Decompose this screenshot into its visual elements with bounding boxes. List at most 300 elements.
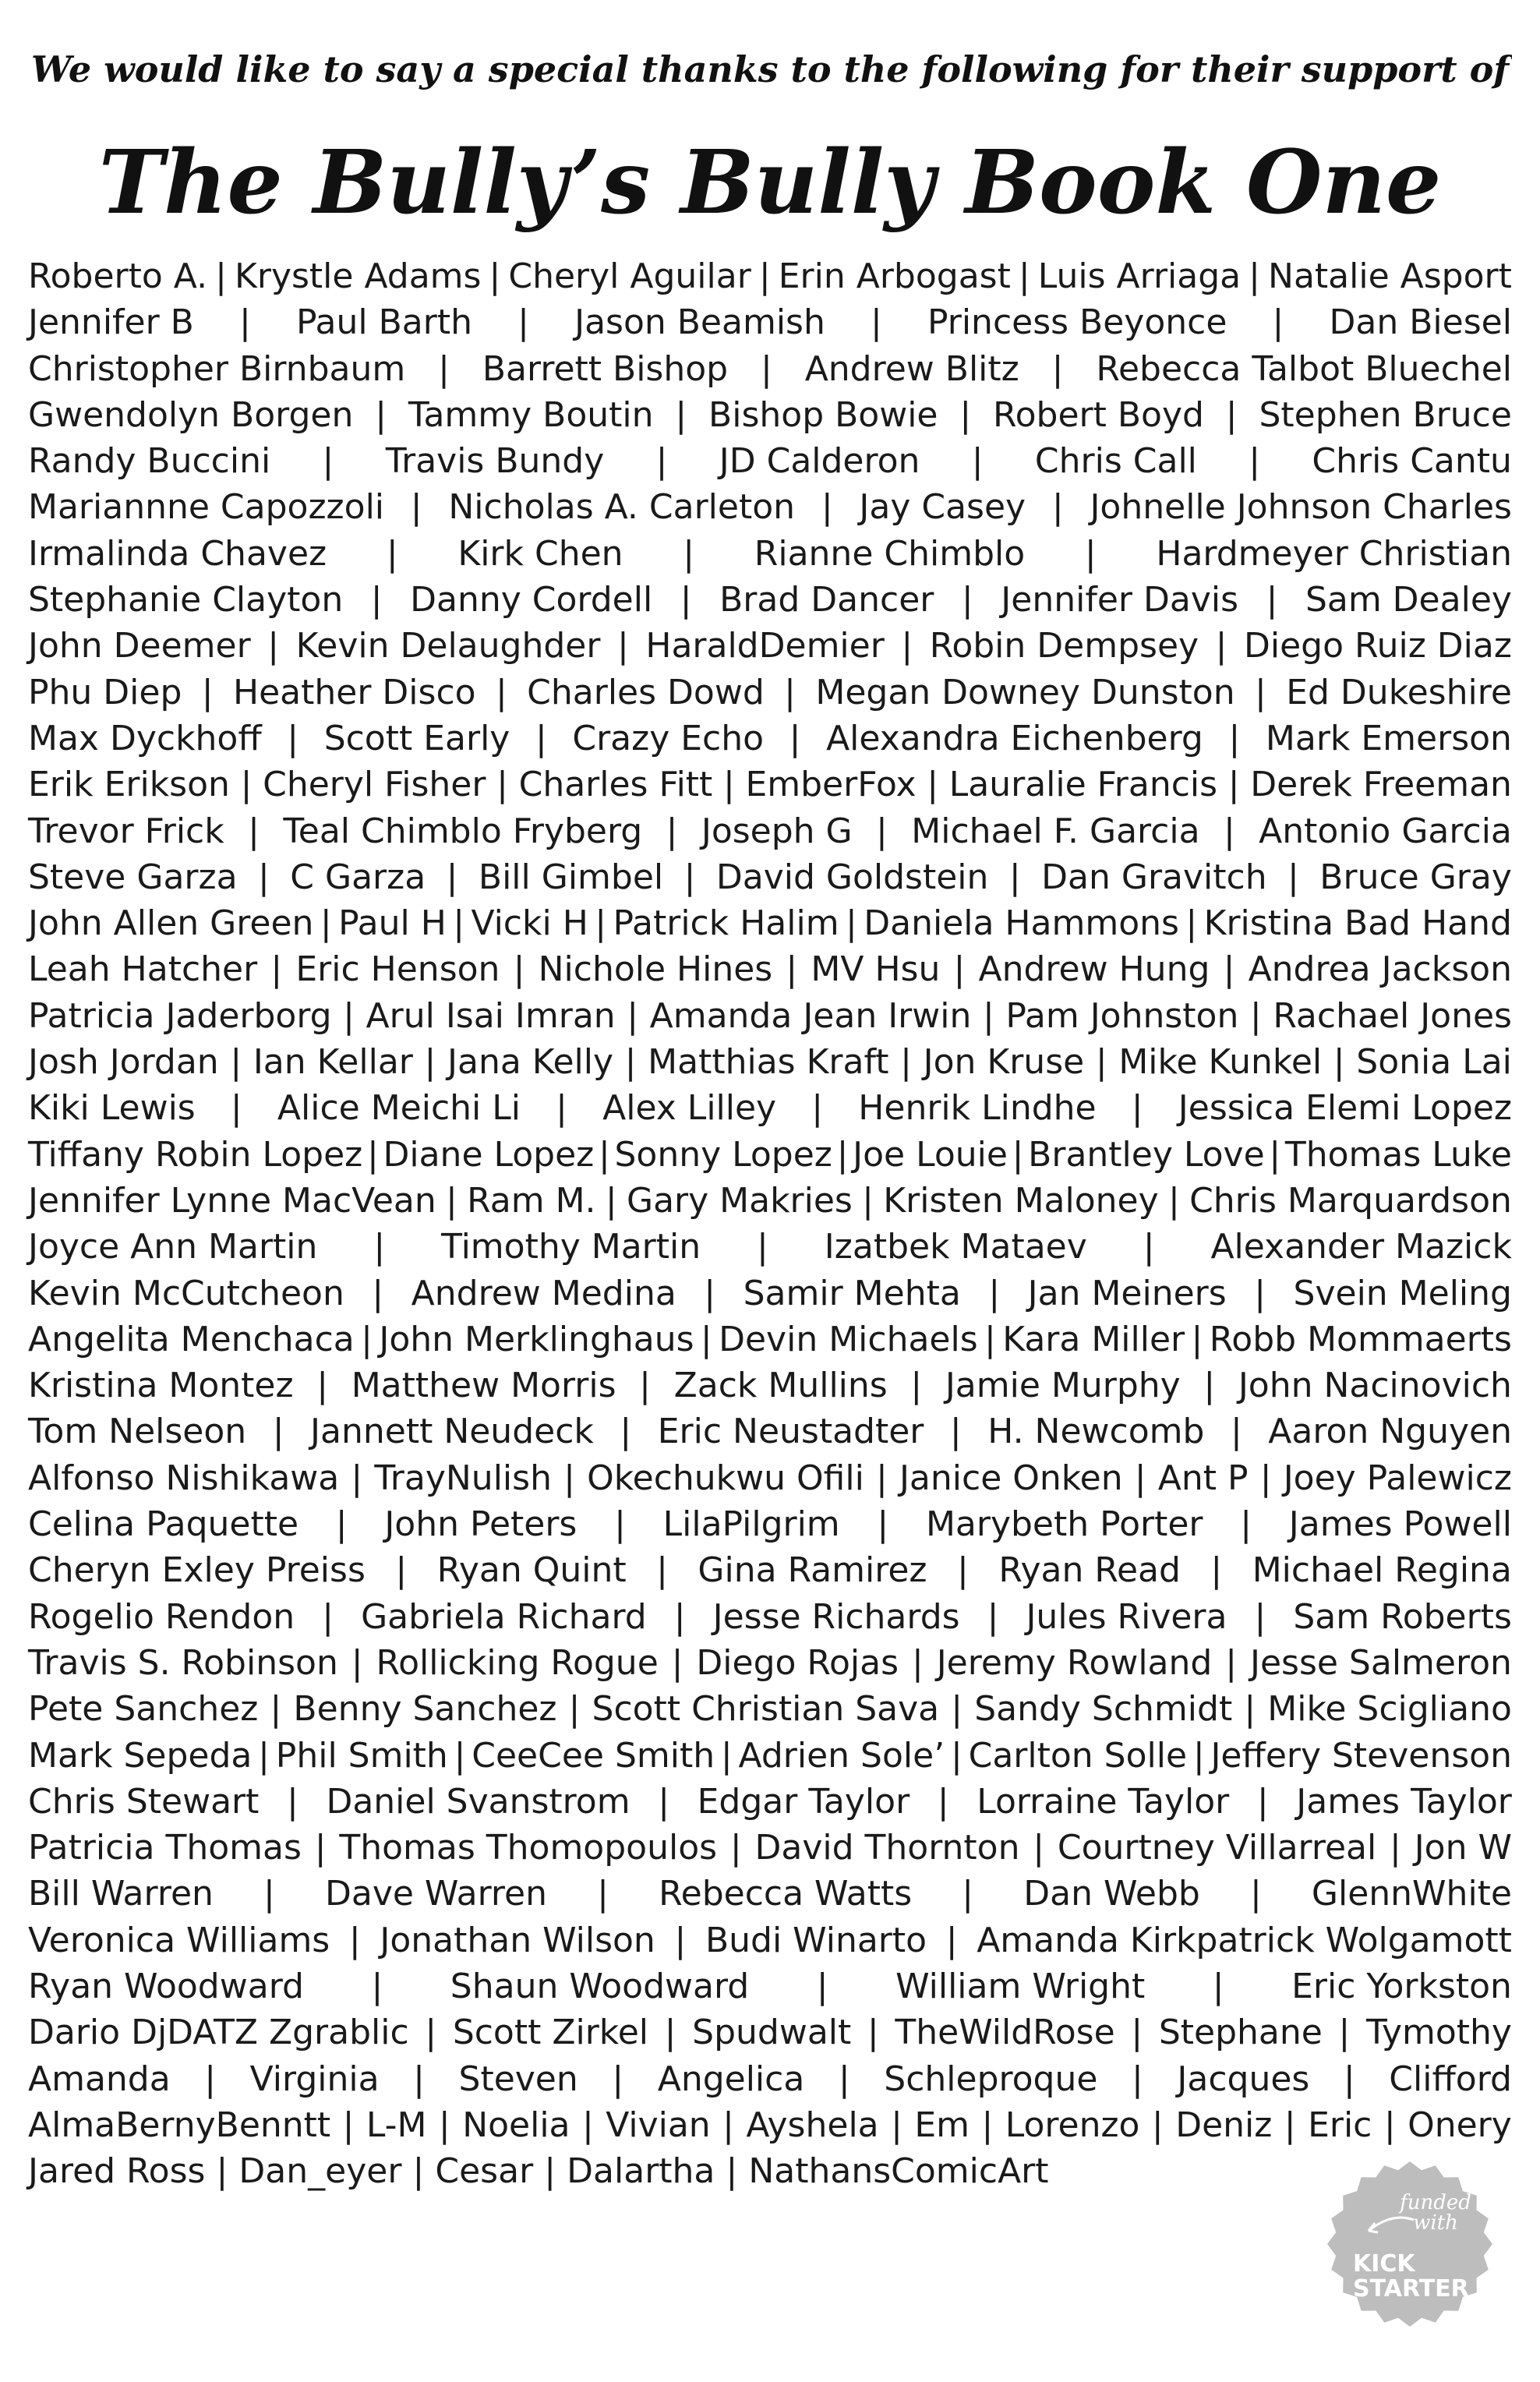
backer-name: Kristen Maloney xyxy=(883,1180,1159,1221)
backer-name: James Powell xyxy=(1288,1504,1512,1545)
separator: | xyxy=(322,1596,334,1637)
separator: | xyxy=(1333,1042,1345,1083)
separator: | xyxy=(335,1504,348,1545)
separator: | xyxy=(700,1319,712,1359)
backer-name: Krystle Adams xyxy=(235,256,482,296)
backer-name: Antonio Garcia xyxy=(1259,811,1512,851)
backer-name: John Allen Green xyxy=(28,903,314,944)
separator: | xyxy=(1008,857,1021,897)
separator: | xyxy=(1272,302,1284,343)
backer-name: Ant P xyxy=(1157,1458,1249,1498)
separator: | xyxy=(1228,718,1241,758)
separator: | xyxy=(240,765,253,805)
backer-name: Courtney Villarreal xyxy=(1057,1828,1377,1868)
separator: | xyxy=(517,302,529,343)
separator: | xyxy=(953,949,966,990)
separator: | xyxy=(489,256,501,296)
backer-name: Mark Sepeda xyxy=(28,1735,253,1776)
backer-name: Ryan Quint xyxy=(436,1550,627,1591)
backer-name: Charles Fitt xyxy=(518,765,713,805)
backer-name: Edgar Taylor xyxy=(697,1781,910,1822)
backer-line xyxy=(28,808,1512,854)
backer-name: Lorraine Taylor xyxy=(977,1781,1230,1822)
backer-name: Phu Diep xyxy=(28,672,182,712)
separator: | xyxy=(875,1458,888,1498)
separator: | xyxy=(272,1412,284,1452)
separator: | xyxy=(760,348,772,389)
backer-name: Kevin Delaughder xyxy=(295,626,601,666)
backer-line xyxy=(28,1871,1512,1917)
backer-name: Ryan Woodward xyxy=(28,1966,304,2006)
separator: | xyxy=(988,1273,1001,1313)
separator: | xyxy=(911,1642,924,1683)
separator: | xyxy=(270,1689,282,1730)
backer-line xyxy=(28,993,1512,1039)
backer-name: Gina Ramirez xyxy=(698,1550,927,1591)
backer-name: Sam Roberts xyxy=(1293,1596,1512,1637)
backer-name: Dan_eyer xyxy=(238,2151,402,2192)
backer-name: Jana Kelly xyxy=(447,1042,614,1083)
separator: | xyxy=(1143,1227,1155,1267)
separator: | xyxy=(453,903,465,944)
backer-line xyxy=(28,392,1512,438)
separator: | xyxy=(627,995,639,1036)
thanks-heading: We would like to say a special thanks to the following for their support of xyxy=(30,48,1510,90)
backer-line xyxy=(28,1408,1512,1454)
separator: | xyxy=(413,2059,425,2099)
separator: | xyxy=(230,1042,242,1083)
separator: | xyxy=(726,2151,738,2192)
backer-name: Budi Winarto xyxy=(705,1920,927,1960)
separator: | xyxy=(248,811,260,851)
backer-name: Paul H xyxy=(338,903,447,944)
separator: | xyxy=(1254,1273,1266,1313)
backer-name: Vivian xyxy=(606,2105,711,2145)
backer-name: Jared Ross xyxy=(28,2151,206,2192)
backer-name: Daniel Svanstrom xyxy=(326,1781,630,1822)
backer-name: Jan Meiners xyxy=(1027,1273,1227,1313)
backer-name: Johnelle Johnson Charles xyxy=(1090,487,1512,528)
separator: | xyxy=(568,1689,581,1730)
backer-name: LilaPilgrim xyxy=(662,1504,840,1545)
backer-name: Paul Barth xyxy=(295,302,472,343)
backer-line xyxy=(28,900,1512,946)
backer-name: Andrea Jackson xyxy=(1248,949,1512,990)
backer-name: H. Newcomb xyxy=(987,1412,1205,1452)
separator: | xyxy=(1249,256,1260,296)
backer-name: Veronica Williams xyxy=(28,1920,330,1960)
backer-name: Randy Buccini xyxy=(28,441,271,482)
backer-name: Lorenzo xyxy=(1005,2105,1140,2145)
separator: | xyxy=(962,1874,974,1914)
backer-name: Patrick Halim xyxy=(613,903,839,944)
backer-name: Eric Neustadter xyxy=(657,1412,924,1452)
backer-name: Schleproque xyxy=(884,2059,1098,2099)
backer-name: Devin Michaels xyxy=(719,1319,978,1359)
separator: | xyxy=(1249,441,1261,482)
backer-name: Joyce Ann Martin xyxy=(28,1227,318,1267)
backer-name: Hardmeyer Christian xyxy=(1156,533,1512,574)
backer-name: Scott Christian Sava xyxy=(592,1689,940,1730)
backer-line xyxy=(28,1039,1512,1085)
separator: | xyxy=(1383,2105,1396,2145)
backer-name: Jamie Murphy xyxy=(945,1366,1181,1406)
backer-name: Scott Zirkel xyxy=(452,2013,649,2053)
separator: | xyxy=(673,1596,686,1637)
separator: | xyxy=(1390,1828,1401,1868)
separator: | xyxy=(371,1966,383,2006)
separator: | xyxy=(375,394,387,435)
separator: | xyxy=(556,1088,567,1129)
separator: | xyxy=(674,1920,687,1960)
backer-name: Josh Jordan xyxy=(28,1042,219,1083)
separator: | xyxy=(901,626,913,666)
separator: | xyxy=(1249,1874,1262,1914)
separator: | xyxy=(438,348,450,389)
backer-name: Teal Chimblo Fryberg xyxy=(283,811,643,851)
separator: | xyxy=(1210,1550,1223,1591)
separator: | xyxy=(1256,1781,1269,1822)
separator: | xyxy=(412,2151,425,2192)
backer-name: Joe Louie xyxy=(853,1134,1008,1175)
backer-name: Jay Casey xyxy=(859,487,1026,528)
separator: | xyxy=(614,1504,626,1545)
backer-name: Michael F. Garcia xyxy=(911,811,1200,851)
backer-name: Derek Freeman xyxy=(1250,765,1512,805)
backer-name: Tiffany Robin Lopez xyxy=(28,1134,363,1175)
backer-name: John Deemer xyxy=(28,626,251,666)
separator: | xyxy=(1259,1458,1272,1498)
backer-list xyxy=(28,253,1512,2194)
backer-name: Dalartha xyxy=(567,2151,715,2192)
backer-line xyxy=(28,623,1512,669)
separator: | xyxy=(348,1920,361,1960)
backer-name: Rollicking Rogue xyxy=(376,1642,659,1683)
separator: | xyxy=(1244,1689,1256,1730)
separator: | xyxy=(656,1550,668,1591)
backer-name: L-M xyxy=(366,2105,427,2145)
backer-name: Onery xyxy=(1408,2105,1512,2145)
backer-name: Lauralie Francis xyxy=(948,765,1218,805)
separator: | xyxy=(987,1596,999,1637)
backer-name: Spudwalt xyxy=(692,2013,852,2053)
backer-name: Rebecca Watts xyxy=(659,1874,913,1914)
backer-name: Angelica xyxy=(657,2059,805,2099)
backer-name: Dan Gravitch xyxy=(1041,857,1267,897)
backer-name: Diego Ruiz Diaz xyxy=(1243,626,1512,666)
separator: | xyxy=(784,672,796,712)
backer-line xyxy=(28,1224,1512,1270)
separator: | xyxy=(786,949,798,990)
separator: | xyxy=(720,1735,733,1776)
separator: | xyxy=(1225,394,1238,435)
backer-line xyxy=(28,1271,1512,1316)
backer-name: Marybeth Porter xyxy=(925,1504,1203,1545)
separator: | xyxy=(366,1134,379,1175)
backer-name: Brad Dancer xyxy=(719,580,934,620)
backer-name: Thomas Thomopoulos xyxy=(339,1828,718,1868)
separator: | xyxy=(612,2059,624,2099)
backer-name: TheWildRose xyxy=(895,2013,1115,2053)
backer-line xyxy=(28,1178,1512,1224)
separator: | xyxy=(680,580,692,620)
backer-name: Jules Rivera xyxy=(1026,1596,1227,1637)
backer-name: Bill Warren xyxy=(28,1874,214,1914)
separator: | xyxy=(1203,1366,1216,1406)
separator: | xyxy=(876,811,888,851)
backer-name: EmberFox xyxy=(745,765,917,805)
backer-name: Celina Paquette xyxy=(28,1504,299,1545)
backer-name: Kristina Bad Hand xyxy=(1203,903,1512,944)
backer-line xyxy=(28,1547,1512,1593)
backer-name: C Garza xyxy=(290,857,426,897)
backer-name: Travis S. Robinson xyxy=(28,1642,338,1683)
separator: | xyxy=(1223,811,1235,851)
backer-name: Joey Palewicz xyxy=(1283,1458,1512,1498)
separator: | xyxy=(495,672,507,712)
backer-name: Jennifer Davis xyxy=(1001,580,1239,620)
separator: | xyxy=(1230,1412,1242,1452)
backer-name: John Merklinghaus xyxy=(379,1319,694,1359)
backer-name: Mike Scigliano xyxy=(1267,1689,1512,1730)
backer-name: Andrew Blitz xyxy=(804,348,1019,389)
separator: | xyxy=(729,1828,742,1868)
backer-name: Eric Yorkston xyxy=(1291,1966,1512,2006)
backer-name: Megan Downey Dunston xyxy=(815,672,1235,712)
separator: | xyxy=(454,1735,466,1776)
separator: | xyxy=(1343,2059,1355,2099)
separator: | xyxy=(655,441,668,482)
backer-line xyxy=(28,1085,1512,1131)
book-title: The Bully’s Bully Book One xyxy=(98,132,1442,234)
backer-name: Ram M. xyxy=(467,1180,596,1221)
separator: | xyxy=(1254,672,1266,712)
backer-name: Luis Arriaga xyxy=(1037,256,1242,296)
backer-name: Alice Meichi Li xyxy=(277,1088,521,1129)
backer-name: Samir Mehta xyxy=(743,1273,961,1313)
backer-name: Kevin McCutcheon xyxy=(28,1273,344,1313)
separator: | xyxy=(871,302,882,343)
backer-name: Tammy Boutin xyxy=(408,394,654,435)
separator: | xyxy=(320,903,332,944)
separator: | xyxy=(351,1642,363,1683)
separator: | xyxy=(343,995,355,1036)
separator: | xyxy=(945,1920,958,1960)
backer-name: Dan Webb xyxy=(1023,1874,1200,1914)
backer-line xyxy=(28,1917,1512,1963)
backer-name: Pete Sanchez xyxy=(28,1689,259,1730)
separator: | xyxy=(951,1689,963,1730)
backer-name: Timothy Martin xyxy=(441,1227,701,1267)
backer-name: MV Hsu xyxy=(811,949,941,990)
separator: | xyxy=(258,1735,270,1776)
backer-line xyxy=(28,1779,1512,1825)
backer-name: Irmalinda Chavez xyxy=(28,533,327,574)
separator: | xyxy=(1212,1966,1224,2006)
badge-line4: STARTER xyxy=(1353,2275,1469,2302)
separator: | xyxy=(984,1319,996,1359)
backer-name: James Taylor xyxy=(1296,1781,1512,1822)
backer-line xyxy=(28,253,1512,299)
backer-name: Andrew Hung xyxy=(978,949,1210,990)
backer-line xyxy=(28,2148,1512,2194)
backer-line xyxy=(28,1686,1512,1732)
separator: | xyxy=(544,2151,556,2192)
backer-name: Robert Boyd xyxy=(993,394,1204,435)
backer-name: Gary Makries xyxy=(626,1180,853,1221)
backer-name: Diane Lopez xyxy=(383,1134,595,1175)
separator: | xyxy=(351,1458,363,1498)
backer-line xyxy=(28,1316,1512,1362)
backer-name: Amanda xyxy=(28,2059,171,2099)
backer-name: Jessica Elemi Lopez xyxy=(1178,1088,1512,1129)
backer-name: Noelia xyxy=(462,2105,570,2145)
backer-line xyxy=(28,2056,1512,2102)
backer-name: Jesse Richards xyxy=(712,1596,960,1637)
separator: | xyxy=(845,903,857,944)
backer-name: Bishop Bowie xyxy=(708,394,938,435)
backer-name: Phil Smith xyxy=(275,1735,448,1776)
backer-name: Sam Dealey xyxy=(1305,580,1512,620)
separator: | xyxy=(239,302,251,343)
backer-name: Virginia xyxy=(249,2059,380,2099)
backer-name: Cheryl Aguilar xyxy=(508,256,751,296)
backer-name: William Wright xyxy=(895,1966,1146,2006)
badge-line1: funded xyxy=(1400,2191,1471,2214)
backer-name: Jeremy Rowland xyxy=(936,1642,1213,1683)
backer-name: Mariannne Capozzoli xyxy=(28,487,385,528)
backer-name: Mike Kunkel xyxy=(1118,1042,1323,1083)
separator: | xyxy=(1254,1596,1266,1637)
backer-name: Ayshela xyxy=(746,2105,879,2145)
separator: | xyxy=(563,1458,575,1498)
backer-name: Christopher Birnbaum xyxy=(28,348,406,389)
backer-name: David Thornton xyxy=(754,1828,1020,1868)
backer-name: NathansComicArt xyxy=(748,2151,1049,2192)
separator: | xyxy=(598,1134,610,1175)
backer-name: Matthew Morris xyxy=(351,1366,616,1406)
backer-name: Barrett Bishop xyxy=(482,348,729,389)
backer-name: Carlton Solle xyxy=(968,1735,1188,1776)
backer-name: Erin Arbogast xyxy=(778,256,1011,296)
backer-name: HaraldDemier xyxy=(645,626,885,666)
separator: | xyxy=(867,2013,879,2053)
separator: | xyxy=(1191,1319,1203,1359)
backer-name: Jonathan Wilson xyxy=(380,1920,655,1960)
backer-name: Ed Dukeshire xyxy=(1286,672,1512,712)
backer-name: Steve Garza xyxy=(28,857,238,897)
backer-line xyxy=(28,2102,1512,2148)
separator: | xyxy=(910,1366,923,1406)
separator: | xyxy=(386,533,398,574)
backer-name: Amanda Jean Irwin xyxy=(649,995,972,1036)
backer-name: Sonia Lai xyxy=(1356,1042,1512,1083)
separator: | xyxy=(937,1781,949,1822)
separator: | xyxy=(1227,765,1240,805)
separator: | xyxy=(1192,1735,1205,1776)
separator: | xyxy=(446,857,458,897)
separator: | xyxy=(1185,903,1198,944)
backer-name: JD Calderon xyxy=(719,441,920,482)
backer-name: Dan Biesel xyxy=(1329,302,1512,343)
backer-name: Steven xyxy=(458,2059,578,2099)
backer-name: Patricia Jaderborg xyxy=(28,995,332,1036)
backer-name: Matthias Kraft xyxy=(648,1042,889,1083)
backer-name: Leah Hatcher xyxy=(28,949,258,990)
separator: | xyxy=(1084,533,1097,574)
separator: | xyxy=(658,1781,670,1822)
separator: | xyxy=(900,1042,912,1083)
separator: | xyxy=(1167,1180,1180,1221)
backer-name: Erik Erikson xyxy=(28,765,230,805)
backer-name: Thomas Luke xyxy=(1284,1134,1512,1175)
backer-name: Jon Kruse xyxy=(923,1042,1085,1083)
backer-name: Jason Beamish xyxy=(574,302,825,343)
backer-name: Arul Isai Imran xyxy=(366,995,616,1036)
separator: | xyxy=(1095,1042,1107,1083)
backer-line xyxy=(28,1362,1512,1408)
backer-name: John Peters xyxy=(384,1504,578,1545)
separator: | xyxy=(789,718,801,758)
backer-name: Rogelio Rendon xyxy=(28,1596,295,1637)
separator: | xyxy=(204,2059,217,2099)
separator: | xyxy=(758,256,771,296)
backer-name: Charles Dowd xyxy=(527,672,765,712)
separator: | xyxy=(927,765,939,805)
separator: | xyxy=(1223,949,1235,990)
separator: | xyxy=(1018,256,1030,296)
separator: | xyxy=(267,626,280,666)
separator: | xyxy=(201,672,214,712)
backer-name: AlmaBernyBenntt xyxy=(28,2105,331,2145)
backer-name: Izatbek Mataev xyxy=(824,1227,1087,1267)
backer-line xyxy=(28,1733,1512,1779)
backer-name: Chris Marquardson xyxy=(1189,1180,1512,1221)
backer-line xyxy=(28,438,1512,484)
backer-name: Trevor Frick xyxy=(28,811,224,851)
backer-name: Benny Sanchez xyxy=(293,1689,557,1730)
backer-name: Daniela Hammons xyxy=(864,903,1179,944)
separator: | xyxy=(1287,857,1299,897)
separator: | xyxy=(1338,2013,1351,2053)
backer-name: Jennifer Lynne MacVean xyxy=(28,1180,436,1221)
separator: | xyxy=(836,1134,849,1175)
separator: | xyxy=(639,1366,651,1406)
backer-name: Clifford xyxy=(1389,2059,1512,2099)
separator: | xyxy=(616,626,629,666)
separator: | xyxy=(361,1319,373,1359)
backer-name: Sonny Lopez xyxy=(614,1134,832,1175)
backer-line xyxy=(28,346,1512,392)
separator: | xyxy=(595,903,607,944)
backer-line xyxy=(28,1455,1512,1501)
backer-name: Ian Kellar xyxy=(253,1042,413,1083)
backer-name: Kristina Montez xyxy=(28,1366,294,1406)
separator: | xyxy=(438,2105,450,2145)
backer-name: CeeCee Smith xyxy=(472,1735,715,1776)
separator: | xyxy=(597,1874,609,1914)
separator: | xyxy=(961,580,973,620)
separator: | xyxy=(1051,348,1064,389)
backer-name: Nicholas A. Carleton xyxy=(448,487,796,528)
separator: | xyxy=(1131,2013,1143,2053)
separator: | xyxy=(982,995,994,1036)
separator: | xyxy=(287,718,299,758)
backer-name: Robin Dempsey xyxy=(929,626,1199,666)
backer-name: TrayNulish xyxy=(374,1458,552,1498)
separator: | xyxy=(949,1412,962,1452)
separator: | xyxy=(1284,2105,1296,2145)
